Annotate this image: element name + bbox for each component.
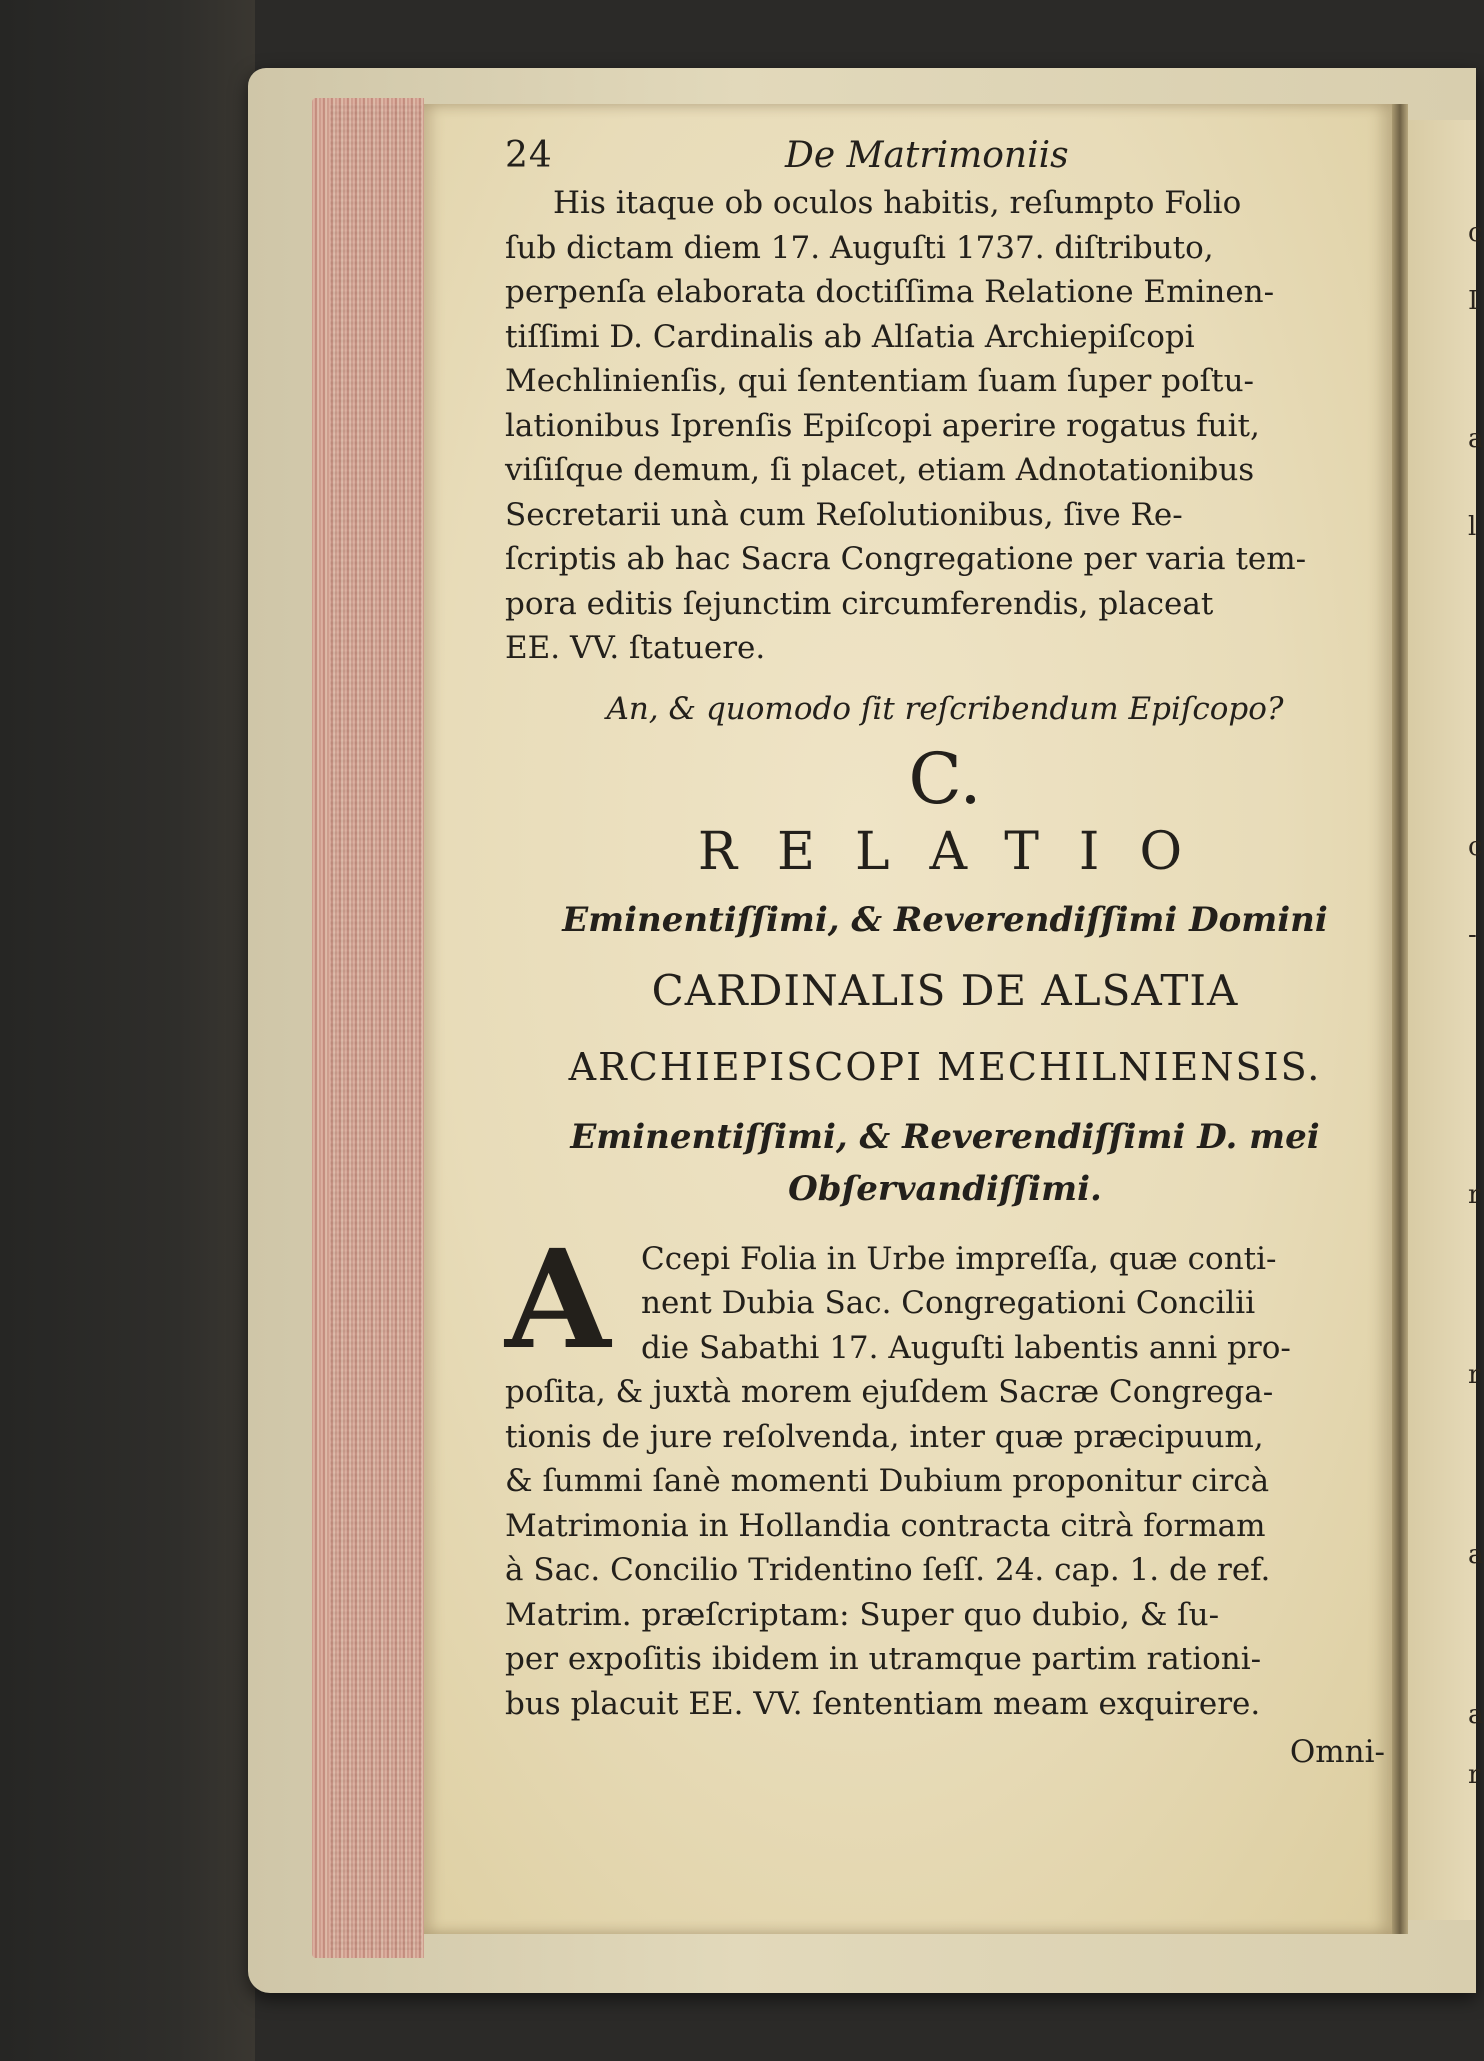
facing-page-glyph: a xyxy=(1468,1540,1484,1570)
letter-body xyxy=(505,1219,1385,1727)
facing-page-glyph: I xyxy=(1468,286,1479,316)
text-line: tionis de jure reſolvenda, inter quæ præcipuum, xyxy=(505,1418,1264,1455)
text-line: viſiſque demum, ſi placet, etiam Adnotationibus xyxy=(505,452,1255,488)
text-line: Matrim. præſcriptam: Super quo dubio, & ſu- xyxy=(505,1596,1220,1633)
subtitle: Eminentiſſimi, & Reverendiſſimi Domini xyxy=(562,899,1328,940)
text-line: His itaque ob oculos habitis, reſumpto Folio xyxy=(553,185,1242,221)
drop-capital: A xyxy=(505,1219,611,1380)
facing-page-glyph: r xyxy=(1468,1760,1481,1790)
letter-paragraph-continued xyxy=(505,1370,1385,1726)
text-line: EE. VV. ſtatuere. xyxy=(505,630,766,666)
salutation-line-1: Eminentiſſimi, & Reverendiſſimi D. mei xyxy=(570,1116,1320,1157)
dark-background xyxy=(0,0,255,2061)
cardinal-line: CARDINALIS DE ALSATIA xyxy=(651,965,1239,1015)
text-line: pora editis ſejunctim circumferendis, placeat xyxy=(505,585,1214,622)
salutation xyxy=(505,1111,1385,1215)
letter-paragraph xyxy=(505,1219,1385,1380)
facing-page-glyph: r xyxy=(1468,1360,1481,1390)
text-line: à Sac. Concilio Tridentino ſeſſ. 24. cap. 1. de ref. xyxy=(505,1552,1271,1588)
text-line: Ccepi Folia in Urbe impreſſa, quæ conti- xyxy=(641,1240,1277,1277)
page-text xyxy=(505,135,1385,1774)
text-line: ſcriptis ab hac Sacra Congregatione per varia tem- xyxy=(505,541,1307,577)
text-line: per expoſitis ibidem in utramque partim rationi- xyxy=(505,1641,1262,1677)
page-number: 24 xyxy=(505,135,553,176)
text-line: poſita, & juxtà morem ejuſdem Sacræ Congrega- xyxy=(505,1374,1274,1410)
facing-page-glyph: - xyxy=(1468,920,1477,950)
facing-page-glyph: r xyxy=(1468,1180,1481,1210)
text-line: bus placuit EE. VV. ſententiam meam exquirere. xyxy=(505,1685,1261,1722)
catchword: Omni- xyxy=(1289,1734,1385,1770)
text-line: Secretarii unà cum Reſolutionibus, ſive Re- xyxy=(505,496,1183,533)
running-head xyxy=(505,135,1385,181)
section-letter: C. xyxy=(908,737,982,820)
text-line: die Sabathi 17. Auguſti labentis anni pro- xyxy=(641,1329,1291,1366)
archbishop-line: ARCHIEPISCOPI MECHILNIENSIS. xyxy=(568,1044,1322,1089)
question-line: An, & quomodo ſit reſcribendum Epiſcopo? xyxy=(606,690,1284,727)
page-edge-texture xyxy=(330,104,422,1950)
facing-page-glyph: a xyxy=(1468,424,1484,454)
text-line: nent Dubia Sac. Congregationi Concilii xyxy=(641,1285,1256,1321)
facing-page-glyph: c xyxy=(1468,218,1483,248)
facing-page-glyph: c xyxy=(1468,832,1483,862)
opening-paragraph xyxy=(505,181,1385,671)
book-gutter xyxy=(1392,104,1408,1934)
text-line: & ſummi ſanè momenti Dubium proponitur circà xyxy=(505,1463,1270,1499)
text-line: Mechlinienſis, qui ſententiam ſuam ſuper poſtu- xyxy=(505,363,1255,399)
facing-page-glyph: l xyxy=(1468,512,1477,542)
text-line: Matrimonia in Hollandia contracta citrà formam xyxy=(505,1507,1266,1544)
text-line: ſub dictam diem 17. Auguſti 1737. diſtributo, xyxy=(505,229,1214,266)
text-line: tiſſimi D. Cardinalis ab Alſatia Archiepiſcopi xyxy=(505,318,1195,355)
facing-page-edge xyxy=(1408,120,1484,1920)
facing-page-glyph: a xyxy=(1468,1700,1484,1730)
salutation-line-2: Obſervandiſſimi. xyxy=(788,1168,1102,1209)
relatio-heading: RELATIO xyxy=(697,821,1223,882)
running-title: De Matrimoniis xyxy=(785,135,1069,176)
text-line: perpenſa elaborata doctiſſima Relatione Eminen- xyxy=(505,274,1275,310)
text-line: lationibus Iprenſis Epiſcopi aperire rogatus fuit, xyxy=(505,407,1260,444)
